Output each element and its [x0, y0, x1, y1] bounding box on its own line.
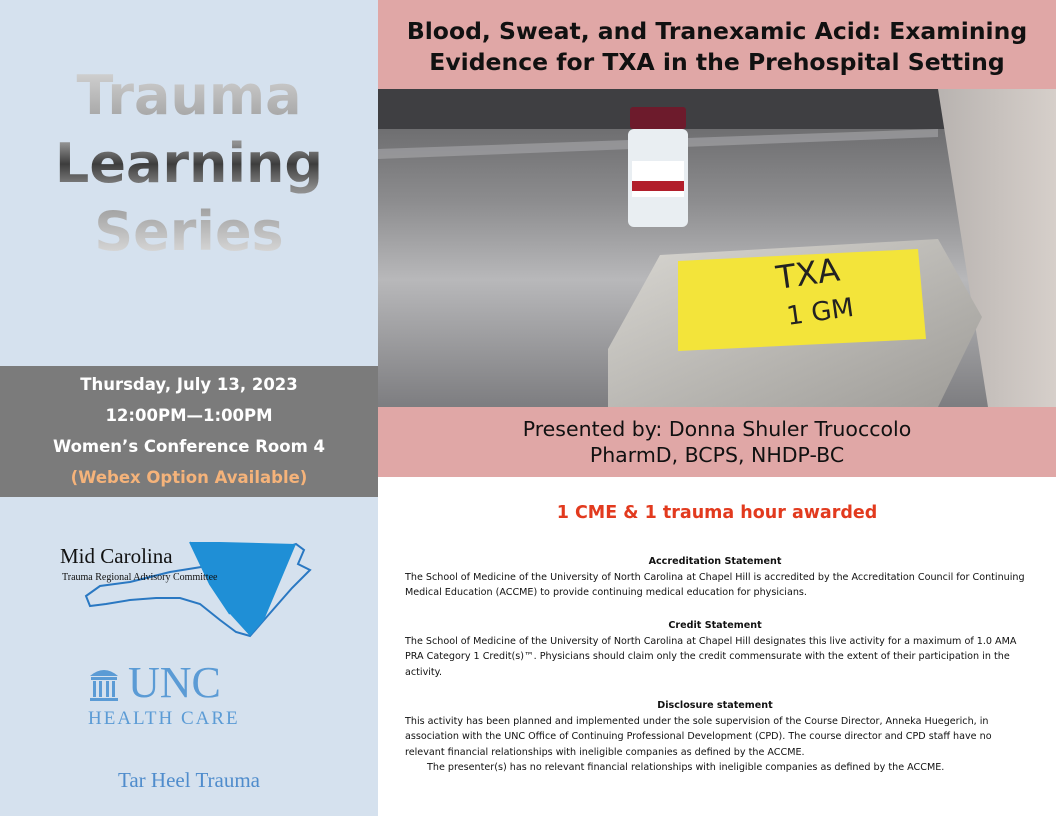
presenter — [378, 416, 1056, 468]
unc-tagline: HEALTH CARE — [88, 708, 240, 729]
disclosure-statement — [405, 698, 1025, 776]
cme-award: 1 CME & 1 trauma hour awarded — [556, 503, 878, 523]
event-time: 12:00PM—1:00PM — [105, 406, 273, 425]
left-panel — [0, 0, 378, 816]
series-title-line-2: Learning — [54, 132, 324, 195]
presenter-name: Presented by: Donna Shuler Truoccolo — [522, 417, 912, 441]
vial-cap — [630, 107, 686, 129]
accreditation-statement — [405, 554, 1025, 601]
event-title — [378, 16, 1056, 78]
accreditation-heading: Accreditation Statement — [648, 556, 782, 567]
old-well-icon — [88, 664, 120, 702]
bag-label-line-1: TXA — [773, 250, 842, 297]
event-details-box — [0, 366, 378, 497]
event-date: Thursday, July 13, 2023 — [80, 375, 298, 394]
series-title-line-3: Series — [94, 200, 284, 263]
mid-carolina-logo — [60, 534, 320, 642]
disclosure-text: This activity has been planned and implemented under the sole supervision of the Course Director, Anneka Huegerich, in association with the UNC Office of Continuing Professional Development (CPD). The course director and CPD staff have no relevant financial relationships with ineligible companies as defined by the ACCME. — [405, 715, 992, 758]
mid-carolina-subtitle: Trauma Regional Advisory Committee — [62, 572, 218, 583]
presenter-credentials: PharmD, BCPS, NHDP-BC — [589, 443, 845, 467]
mid-carolina-name: Mid Carolina — [60, 544, 173, 568]
event-title-line-2: Evidence for TXA in the Prehospital Setting — [429, 48, 1005, 76]
series-title-line-1: Trauma — [76, 64, 302, 127]
credit-heading: Credit Statement — [668, 620, 762, 631]
tar-heel-trauma: Tar Heel Trauma — [118, 768, 260, 792]
credit-statement — [405, 618, 1025, 680]
disclosure-presenter-text: The presenter(s) has no relevant financial relationships with ineligible companies as defined by the ACCME. — [427, 762, 945, 774]
bag-label-line-2: 1 GM — [784, 292, 856, 332]
event-title-line-1: Blood, Sweat, and Tranexamic Acid: Examining — [406, 17, 1028, 45]
txa-photo — [378, 89, 1056, 407]
webex-note: (Webex Option Available) — [70, 468, 308, 487]
unc-health-care-logo — [88, 660, 288, 730]
disclosure-heading: Disclosure statement — [657, 700, 773, 711]
series-title — [0, 62, 378, 266]
accreditation-text: The School of Medicine of the University of North Carolina at Chapel Hill is accredited by the Accreditation Council for Continuing Medical Education (ACCME) to provide continuing medical education for physicians. — [405, 571, 1025, 599]
event-location: Women’s Conference Room 4 — [52, 437, 326, 456]
unc-name: UNC — [128, 658, 221, 707]
credit-text: The School of Medicine of the University of North Carolina at Chapel Hill designates this live activity for a maximum of 1.0 AMA PRA Category 1 Credit(s)™. Physicians should claim only the credit commensurate with the extent of their participation in the activity. — [405, 635, 1017, 678]
